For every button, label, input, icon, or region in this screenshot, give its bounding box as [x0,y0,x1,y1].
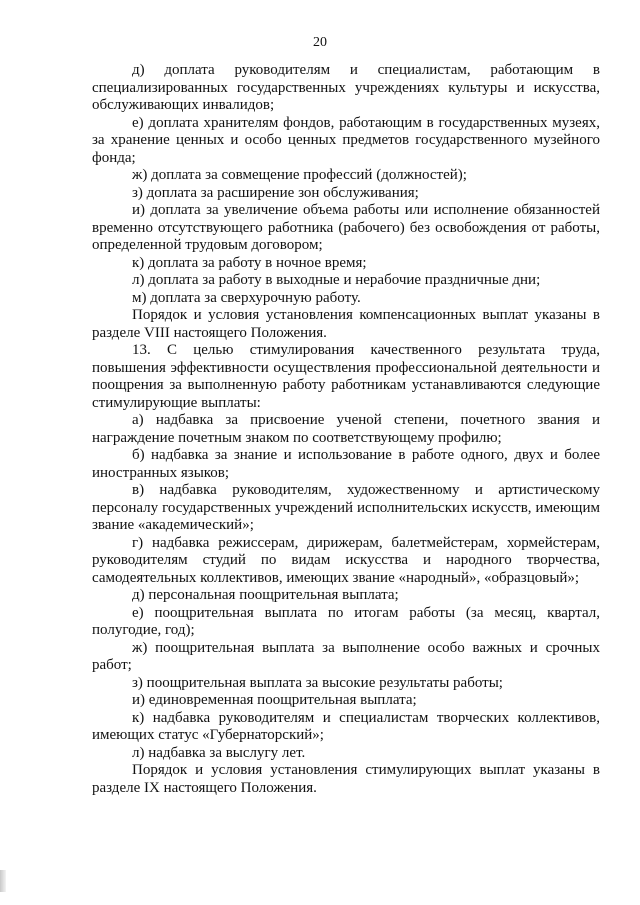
paragraph-item-g-directors: г) надбавка режиссерам, дирижерам, балетмейстерам, хормейстерам, руководителям студий по видам искусства и народного творчества, самодеятельных коллективов, имеющих звание «народный», «образцовый»; [92,534,600,586]
paragraph-item-k-night: к) доплата за работу в ночное время; [132,254,367,271]
paragraph-item-z-zones: з) доплата за расширение зон обслуживания; [132,184,419,201]
paragraph-item-l-holidays: л) доплата за работу в выходные и нерабочие праздничные дни; [132,272,541,288]
paragraph-item-zh-urgent: ж) поощрительная выплата за выполнение особо важных и срочных работ; [92,639,600,673]
paragraph-incentive-order: Порядок и условия установления стимулирующих выплат указаны в разделе IX настоящего Положения. [92,762,600,796]
paragraph-item-k-governor: к) надбавка руководителям и специалистам творческих коллективов, имеющих статус «Губернаторский»; [92,709,600,743]
paragraph-item-zh-combining: ж) доплата за совмещение профессий (должностей); [132,167,467,183]
paragraph-item-d-personal: д) персональная поощрительная выплата; [132,587,399,603]
paragraph-item-d-culture: д) доплата руководителям и специалистам, работающим в специализированных государственных учреждениях культуры и искусства, обслуживающих инвалидов; [92,62,600,113]
paragraph-item-l-seniority: л) надбавка за выслугу лет. [132,744,306,761]
paragraph-item-m-overtime: м) доплата за сверхурочную работу. [132,289,361,306]
paragraph-compensation-order: Порядок и условия установления компенсационных выплат указаны в разделе VIII настоящего Положения. [92,307,600,341]
paragraph-section-13: 13. С целью стимулирования качественного результата труда, повышения эффективности осуществления профессиональной деятельности и поощрения за выполненную работу работникам устанавливаются следующие стимулирующие выплаты: [92,342,600,411]
paragraph-item-i-one-time: и) единовременная поощрительная выплата; [132,692,417,708]
paragraph-item-i-workload: и) доплата за увеличение объема работы или исполнение обязанностей временно отсутствующего работника (рабочего) без освобождения от работы, определенной трудовым договором; [92,202,600,253]
paragraph-item-v-academic: в) надбавка руководителям, художественному и артистическому персоналу государственных учреждений исполнительских искусств, имеющим звание «академический»; [92,482,600,533]
paragraph-item-b-languages: б) надбавка за знание и использование в работе одного, двух и более иностранных языков; [92,447,600,481]
page-number: 20 [313,35,327,50]
paragraph-item-a-degree: а) надбавка за присвоение ученой степени, почетного звания и награждение почетным знаком по соответствующему профилю; [92,412,600,446]
paragraph-item-e-results: е) поощрительная выплата по итогам работы (за месяц, квартал, полугодие, год); [92,604,600,638]
scan-edge-mark [0,870,6,892]
document-body [92,62,600,797]
paragraph-item-z-high-results: з) поощрительная выплата за высокие результаты работы; [132,674,503,691]
paragraph-item-e-museum: е) доплата хранителям фондов, работающим в государственных музеях, за хранение ценных и особо ценных предметов государственного музейного фонда; [92,114,600,166]
